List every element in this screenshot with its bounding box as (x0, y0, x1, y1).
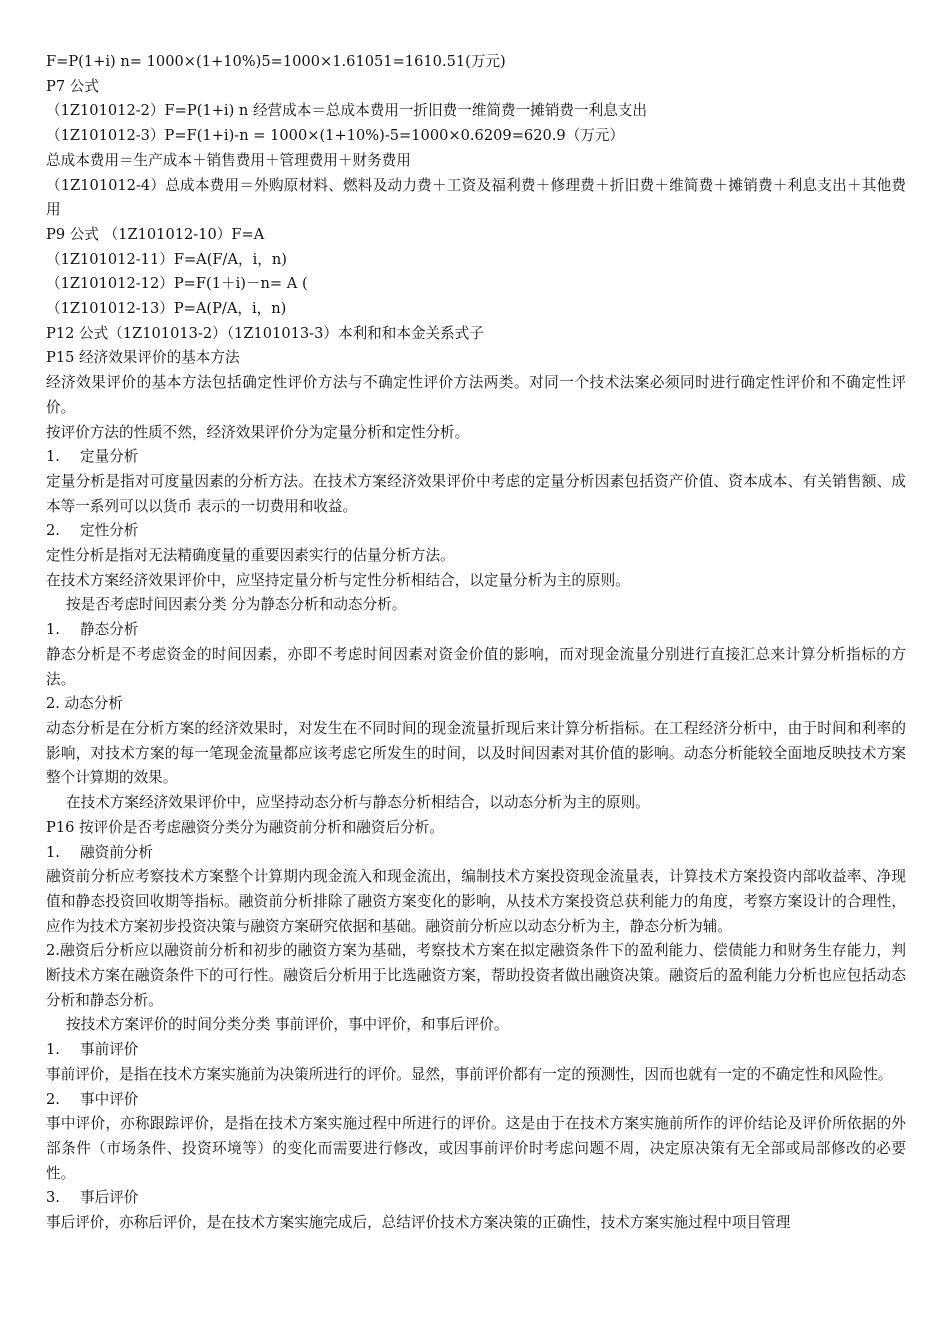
numbered-heading (46, 1088, 906, 1113)
text-line: 事后评价，亦称后评价，是在技术方案实施完成后，总结评价技术方案决策的正确性，技术方案实施过程中项目管理 (46, 1214, 791, 1232)
text-line: 2. 动态分析 (46, 695, 123, 713)
item-title: 定量分析 (80, 448, 139, 466)
item-number: 1. (46, 843, 60, 861)
text-line: （1Z101012-13）P=A(P/A，i，n) (46, 300, 287, 318)
item-title: 事后评价 (80, 1189, 139, 1207)
document-page (46, 50, 906, 1236)
text-line: （1Z101012-11）F=A(F/A，i，n) (46, 250, 287, 268)
text-line: （1Z101012-2）F=P(1+i) n 经营成本＝总成本费用一折旧费一维简费一摊销费一利息支出 (46, 102, 647, 120)
item-number: 3. (46, 1189, 60, 1207)
text-line: F=P(1+i) n= 1000×(1+10%)5=1000×1.61051=1610.51(万元) (46, 53, 506, 70)
item-title: 定性分析 (80, 522, 139, 540)
text-line: （1Z101012-3）P=F(1+i)-n = 1000×(1+10%)-5=1000×0.6209=620.9（万元） (46, 127, 625, 145)
paragraph: （1Z101012-4）总成本费用＝外购原材料、燃料及动力费＋工资及福利费＋修理费＋折旧费＋维简费＋摊销费＋利息支出＋其他费用 (46, 176, 906, 219)
paragraph: 动态分析是在分析方案的经济效果时，对发生在不同时间的现金流量折现后来计算分析指标。在工程经济分析中，由于时间和利率的影响，对技术方案的每一笔现金流量都应该考虑它所发生的时间，以及时间因素对其价值的影响。动态分析能较全面地反映技术方案整个计算期的效果。 (46, 719, 906, 787)
item-number: 1. (46, 621, 60, 639)
paragraph: 静态分析是不考虑资金的时间因素，亦即不考虑时间因素对资金价值的影响，而对现金流量分别进行直接汇总来计算分析指标的方法。 (46, 645, 906, 688)
text-line: 在技术方案经济效果评价中，应坚持动态分析与静态分析相结合，以动态分析为主的原则。 (66, 794, 650, 812)
numbered-heading (46, 445, 906, 470)
item-number: 2. (46, 1090, 60, 1108)
item-number: 1. (46, 448, 60, 466)
text-line: P15 经济效果评价的基本方法 (46, 349, 240, 367)
text-line: P7 公式 (46, 77, 99, 95)
numbered-heading (46, 1186, 906, 1211)
numbered-heading (46, 618, 906, 643)
item-number: 1. (46, 1041, 60, 1059)
paragraph: 经济效果评价的基本方法包括确定性评价方法与不确定性评价方法两类。对同一个技术法案必须同时进行确定性评价和不确定性评价。 (46, 374, 906, 416)
text-line: 按技术方案评价的时间分类分类 事前评价，事中评价，和事后评价。 (66, 1016, 509, 1034)
item-title: 事前评价 (80, 1041, 139, 1059)
text-line: 总成本费用＝生产成本＋销售费用＋管理费用＋财务费用 (46, 151, 411, 169)
item-title: 事中评价 (80, 1090, 139, 1108)
text-line: P9 公式 （1Z101012-10）F=A (46, 225, 265, 243)
paragraph: 定量分析是指对可度量因素的分析方法。在技术方案经济效果评价中考虑的定量分析因素包括资产价值、资本成本、有关销售额、成本等一系列可以以货币 表示的一切费用和收益。 (46, 472, 906, 515)
item-title: 静态分析 (80, 621, 139, 639)
item-number: 2. (46, 522, 60, 540)
numbered-heading (46, 519, 906, 544)
text-line: 在技术方案经济效果评价中，应坚持定量分析与定性分析相结合，以定量分析为主的原则。 (46, 571, 630, 589)
text-line: 按评价方法的性质不然，经济效果评价分为定量分析和定性分析。 (46, 423, 470, 441)
item-title: 融资前分析 (80, 843, 153, 861)
paragraph: 事中评价，亦称跟踪评价，是指在技术方案实施过程中所进行的评价。这是由于在技术方案实施前所作的评价结论及评价所依据的外部条件（市场条件、投资环境等）的变化而需要进行修改，或因事前评价时考虑问题不周，决定原决策有无全部或局部修改的必要性。 (46, 1115, 906, 1182)
text-line: P12 公式（1Z101013-2）（1Z101013-3）本利和和本金关系式子 (46, 324, 484, 342)
paragraph: 2.融资后分析应以融资前分析和初步的融资方案为基础，考察技术方案在拟定融资条件下的盈利能力、偿债能力和财务生存能力，判断技术方案在融资条件下的可行性。融资后分析用于比选融资方案，帮助投资者做出融资决策。融资后的盈利能力分析也应包括动态分析和静态分析。 (46, 942, 906, 1009)
paragraph: 事前评价，是指在技术方案实施前为决策所进行的评价。显然，事前评价都有一定的预测性，因而也就有一定的不确定性和风险性。 (46, 1065, 893, 1083)
text-line: P16 按评价是否考虑融资分类分为融资前分析和融资后分析。 (46, 818, 444, 836)
text-line: 定性分析是指对无法精确度量的重要因素实行的估量分析方法。 (46, 547, 455, 565)
text-line: （1Z101012-12）P=F(1＋i)－n= A ( (46, 275, 308, 293)
numbered-heading (46, 841, 906, 866)
text-line: 按是否考虑时间因素分类 分为静态分析和动态分析。 (66, 596, 407, 614)
paragraph: 融资前分析应考察技术方案整个计算期内现金流入和现金流出，编制技术方案投资现金流量表，计算技术方案投资内部收益率、净现值和静态投资回收期等指标。融资前分析排除了融资方案变化的影响，从技术方案投资总获利能力的角度，考察方案设计的合理性，应作为技术方案初步投资决策与融资方案研究依据和基础。融资前分析应以动态分析为主，静态分析为辅。 (46, 868, 906, 935)
numbered-heading (46, 1038, 906, 1063)
